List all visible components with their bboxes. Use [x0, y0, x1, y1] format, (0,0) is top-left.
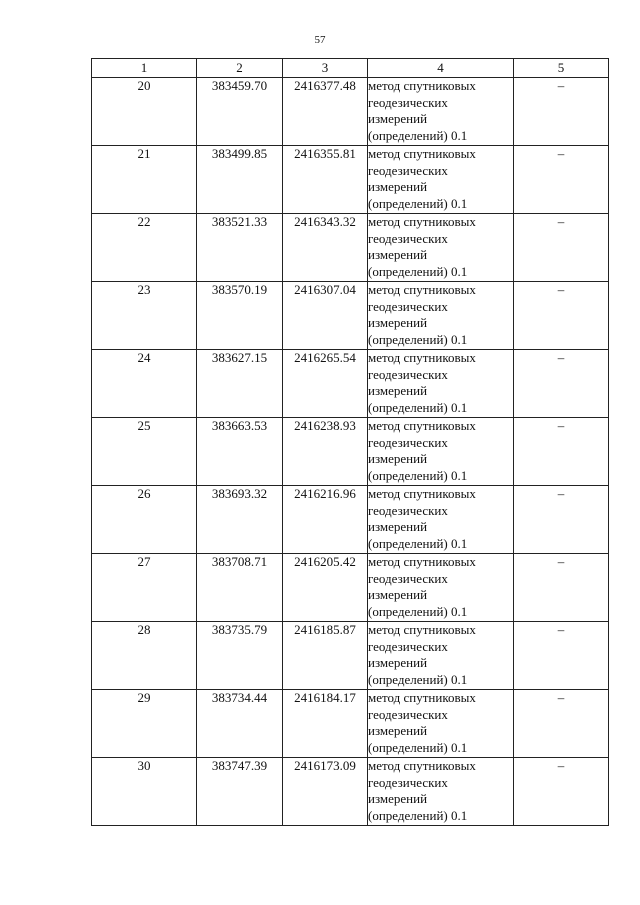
- x-coordinate-cell: 383499.85: [197, 146, 283, 214]
- table-row: [92, 282, 609, 350]
- y-coordinate-cell: 2416216.96: [283, 486, 368, 554]
- method-cell: [368, 214, 514, 282]
- table-row: [92, 214, 609, 282]
- method-line: геодезических: [368, 434, 448, 450]
- method-cell: [368, 146, 514, 214]
- table-row: [92, 146, 609, 214]
- method-cell: [368, 282, 514, 350]
- method-line: (определений) 0.1: [368, 603, 468, 619]
- col5-cell: –: [514, 622, 609, 690]
- method-line: геодезических: [368, 570, 448, 586]
- table-row: [92, 622, 609, 690]
- method-line: метод спутниковых: [368, 282, 476, 297]
- method-line: геодезических: [368, 230, 448, 246]
- method-line: геодезических: [368, 638, 448, 654]
- method-line: метод спутниковых: [368, 486, 476, 501]
- method-line: (определений) 0.1: [368, 195, 468, 211]
- method-line: измерений: [368, 723, 428, 738]
- table-row: [92, 554, 609, 622]
- x-coordinate-cell: 383734.44: [197, 690, 283, 758]
- method-line: метод спутниковых: [368, 690, 476, 705]
- y-coordinate-cell: 2416307.04: [283, 282, 368, 350]
- y-coordinate-cell: 2416355.81: [283, 146, 368, 214]
- method-line: метод спутниковых: [368, 622, 476, 637]
- method-line: измерений: [368, 655, 428, 670]
- method-cell: [368, 622, 514, 690]
- point-number-cell: 20: [92, 78, 197, 146]
- table-header-row: [92, 59, 609, 78]
- y-coordinate-cell: 2416173.09: [283, 758, 368, 826]
- method-line: метод спутниковых: [368, 758, 476, 773]
- x-coordinate-cell: 383663.53: [197, 418, 283, 486]
- y-coordinate-cell: 2416205.42: [283, 554, 368, 622]
- x-coordinate-cell: 383627.15: [197, 350, 283, 418]
- method-line: метод спутниковых: [368, 554, 476, 569]
- method-line: (определений) 0.1: [368, 535, 468, 551]
- table-row: [92, 418, 609, 486]
- page-number: 57: [314, 34, 326, 46]
- x-coordinate-cell: 383521.33: [197, 214, 283, 282]
- point-number-cell: 24: [92, 350, 197, 418]
- method-line: геодезических: [368, 366, 448, 382]
- header-col-1: 1: [92, 59, 197, 78]
- method-line: (определений) 0.1: [368, 739, 468, 755]
- col5-cell: –: [514, 486, 609, 554]
- method-line: геодезических: [368, 298, 448, 314]
- point-number-cell: 22: [92, 214, 197, 282]
- method-line: (определений) 0.1: [368, 467, 468, 483]
- y-coordinate-cell: 2416377.48: [283, 78, 368, 146]
- point-number-cell: 29: [92, 690, 197, 758]
- method-line: измерений: [368, 519, 428, 534]
- col5-cell: –: [514, 78, 609, 146]
- y-coordinate-cell: 2416184.17: [283, 690, 368, 758]
- point-number-cell: 28: [92, 622, 197, 690]
- method-line: (определений) 0.1: [368, 331, 468, 347]
- method-cell: [368, 78, 514, 146]
- x-coordinate-cell: 383570.19: [197, 282, 283, 350]
- table-body: [92, 78, 609, 826]
- method-line: метод спутниковых: [368, 78, 476, 93]
- method-line: метод спутниковых: [368, 214, 476, 229]
- method-line: (определений) 0.1: [368, 671, 468, 687]
- method-line: измерений: [368, 247, 428, 262]
- point-number-cell: 30: [92, 758, 197, 826]
- col5-cell: –: [514, 758, 609, 826]
- y-coordinate-cell: 2416265.54: [283, 350, 368, 418]
- table-row: [92, 758, 609, 826]
- method-line: геодезических: [368, 774, 448, 790]
- col5-cell: –: [514, 146, 609, 214]
- method-line: измерений: [368, 451, 428, 466]
- col5-cell: –: [514, 690, 609, 758]
- method-line: (определений) 0.1: [368, 807, 468, 823]
- method-line: метод спутниковых: [368, 350, 476, 365]
- col5-cell: –: [514, 282, 609, 350]
- method-cell: [368, 554, 514, 622]
- method-line: измерений: [368, 587, 428, 602]
- method-line: измерений: [368, 791, 428, 806]
- col5-cell: –: [514, 418, 609, 486]
- method-line: (определений) 0.1: [368, 127, 468, 143]
- method-line: (определений) 0.1: [368, 399, 468, 415]
- x-coordinate-cell: 383747.39: [197, 758, 283, 826]
- method-line: геодезических: [368, 94, 448, 110]
- point-number-cell: 23: [92, 282, 197, 350]
- method-cell: [368, 486, 514, 554]
- x-coordinate-cell: 383459.70: [197, 78, 283, 146]
- x-coordinate-cell: 383708.71: [197, 554, 283, 622]
- method-line: измерений: [368, 315, 428, 330]
- col5-cell: –: [514, 554, 609, 622]
- point-number-cell: 25: [92, 418, 197, 486]
- x-coordinate-cell: 383735.79: [197, 622, 283, 690]
- method-cell: [368, 418, 514, 486]
- y-coordinate-cell: 2416185.87: [283, 622, 368, 690]
- method-line: измерений: [368, 179, 428, 194]
- method-line: геодезических: [368, 706, 448, 722]
- header-col-5: 5: [514, 59, 609, 78]
- table-row: [92, 690, 609, 758]
- method-line: геодезических: [368, 162, 448, 178]
- method-line: (определений) 0.1: [368, 263, 468, 279]
- method-line: геодезических: [368, 502, 448, 518]
- col5-cell: –: [514, 350, 609, 418]
- method-cell: [368, 758, 514, 826]
- method-cell: [368, 350, 514, 418]
- method-line: метод спутниковых: [368, 418, 476, 433]
- coordinates-table: [91, 58, 609, 826]
- y-coordinate-cell: 2416238.93: [283, 418, 368, 486]
- point-number-cell: 26: [92, 486, 197, 554]
- point-number-cell: 27: [92, 554, 197, 622]
- table-row: [92, 486, 609, 554]
- header-col-3: 3: [283, 59, 368, 78]
- method-line: метод спутниковых: [368, 146, 476, 161]
- table-row: [92, 350, 609, 418]
- col5-cell: –: [514, 214, 609, 282]
- table-row: [92, 78, 609, 146]
- method-cell: [368, 690, 514, 758]
- header-col-4: 4: [368, 59, 514, 78]
- point-number-cell: 21: [92, 146, 197, 214]
- x-coordinate-cell: 383693.32: [197, 486, 283, 554]
- header-col-2: 2: [197, 59, 283, 78]
- method-line: измерений: [368, 383, 428, 398]
- method-line: измерений: [368, 111, 428, 126]
- y-coordinate-cell: 2416343.32: [283, 214, 368, 282]
